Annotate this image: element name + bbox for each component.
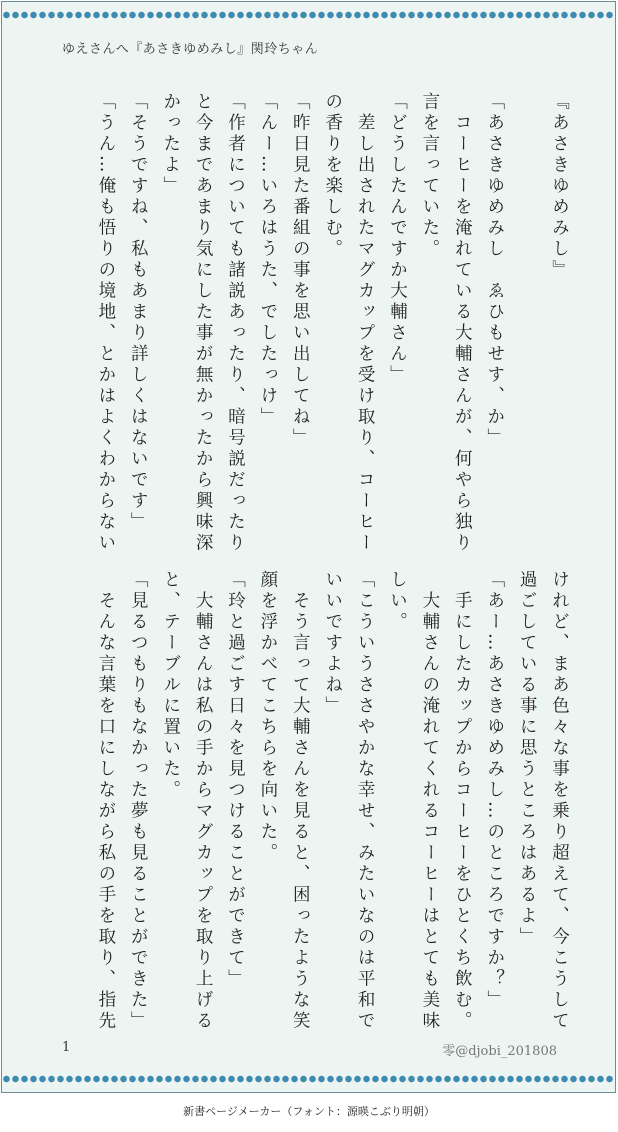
text-column: けれど、まあ色々な事を乗り超えて、今こうして: [549, 570, 570, 1032]
book-page: [1, 1, 616, 1093]
text-column: コーヒーを淹れている大輔さんが、何やら独り: [452, 92, 473, 554]
text-column: かったよ」: [160, 92, 181, 197]
text-column: 「んー…いろはうた、でしたっけ」: [257, 92, 278, 428]
text-column: そんな言葉を口にしながら私の手を取り、指先: [95, 570, 116, 1032]
generator-caption: 新書ページメーカー（フォント：源暎こぶり明朝）: [183, 1105, 435, 1118]
text-column: 大輔さんは私の手からマグカップを取り上げる: [193, 570, 214, 1032]
text-column: いいですよね」: [322, 570, 343, 717]
text-column: 「うん…俺も悟りの境地、とかはよくわからない: [95, 92, 116, 554]
text-column: 「そうですね、私もあまり詳しくはないです」: [128, 92, 149, 533]
text-column: 「昨日見た番組の事を思い出してね」: [290, 92, 311, 449]
text-column: 顔を浮かべてこちらを向いた。: [257, 570, 278, 864]
text-column: と、テーブルに置いた。: [160, 570, 181, 801]
text-column: しい。: [387, 570, 408, 633]
text-column: 過ごしている事に思うところはあるよ」: [517, 570, 538, 948]
text-column: そう言って大輔さんを見ると、困ったような笑: [290, 570, 311, 1032]
text-column: 手にしたカップからコーヒーをひとくち飲む。: [452, 570, 473, 1032]
text-column: 差し出されたマグカップを受け取り、コーヒー: [355, 92, 376, 554]
text-column: 「こういうささやかな幸せ、みたいなのは平和で: [355, 570, 376, 1032]
text-column: の香りを楽しむ。: [322, 92, 343, 260]
text-column: 「あさきゆめみし ゑひもせす、か」: [484, 92, 505, 449]
text-column: 『あさきゆめみし』: [549, 92, 570, 281]
text-column: 「見るつもりもなかった夢も見ることができた」: [128, 570, 149, 1032]
author-credit: 零@djobi_201808: [442, 1044, 557, 1059]
text-column: 言を言っていた。: [419, 92, 440, 260]
text-column: 「作者についても諸説あったり、暗号説だったり: [225, 92, 246, 554]
text-column: と今まであまり気にした事が無かったから興味深: [193, 92, 214, 554]
page-header-title: ゆえさんへ『あさきゆめみし』関玲ちゃん: [62, 42, 319, 57]
top-diamond-border: [2, 8, 615, 22]
page-number: 1: [62, 1040, 71, 1055]
text-column: 「あー…あさきゆめみし…のところですか？」: [484, 570, 505, 1011]
bottom-diamond-border: [2, 1072, 615, 1086]
text-column: 「どうしたんですか大輔さん」: [387, 92, 408, 386]
text-column: 大輔さんの淹れてくれるコーヒーはとても美味: [419, 570, 440, 1032]
text-column: 「玲と過ごす日々を見つけることができて」: [225, 570, 246, 990]
